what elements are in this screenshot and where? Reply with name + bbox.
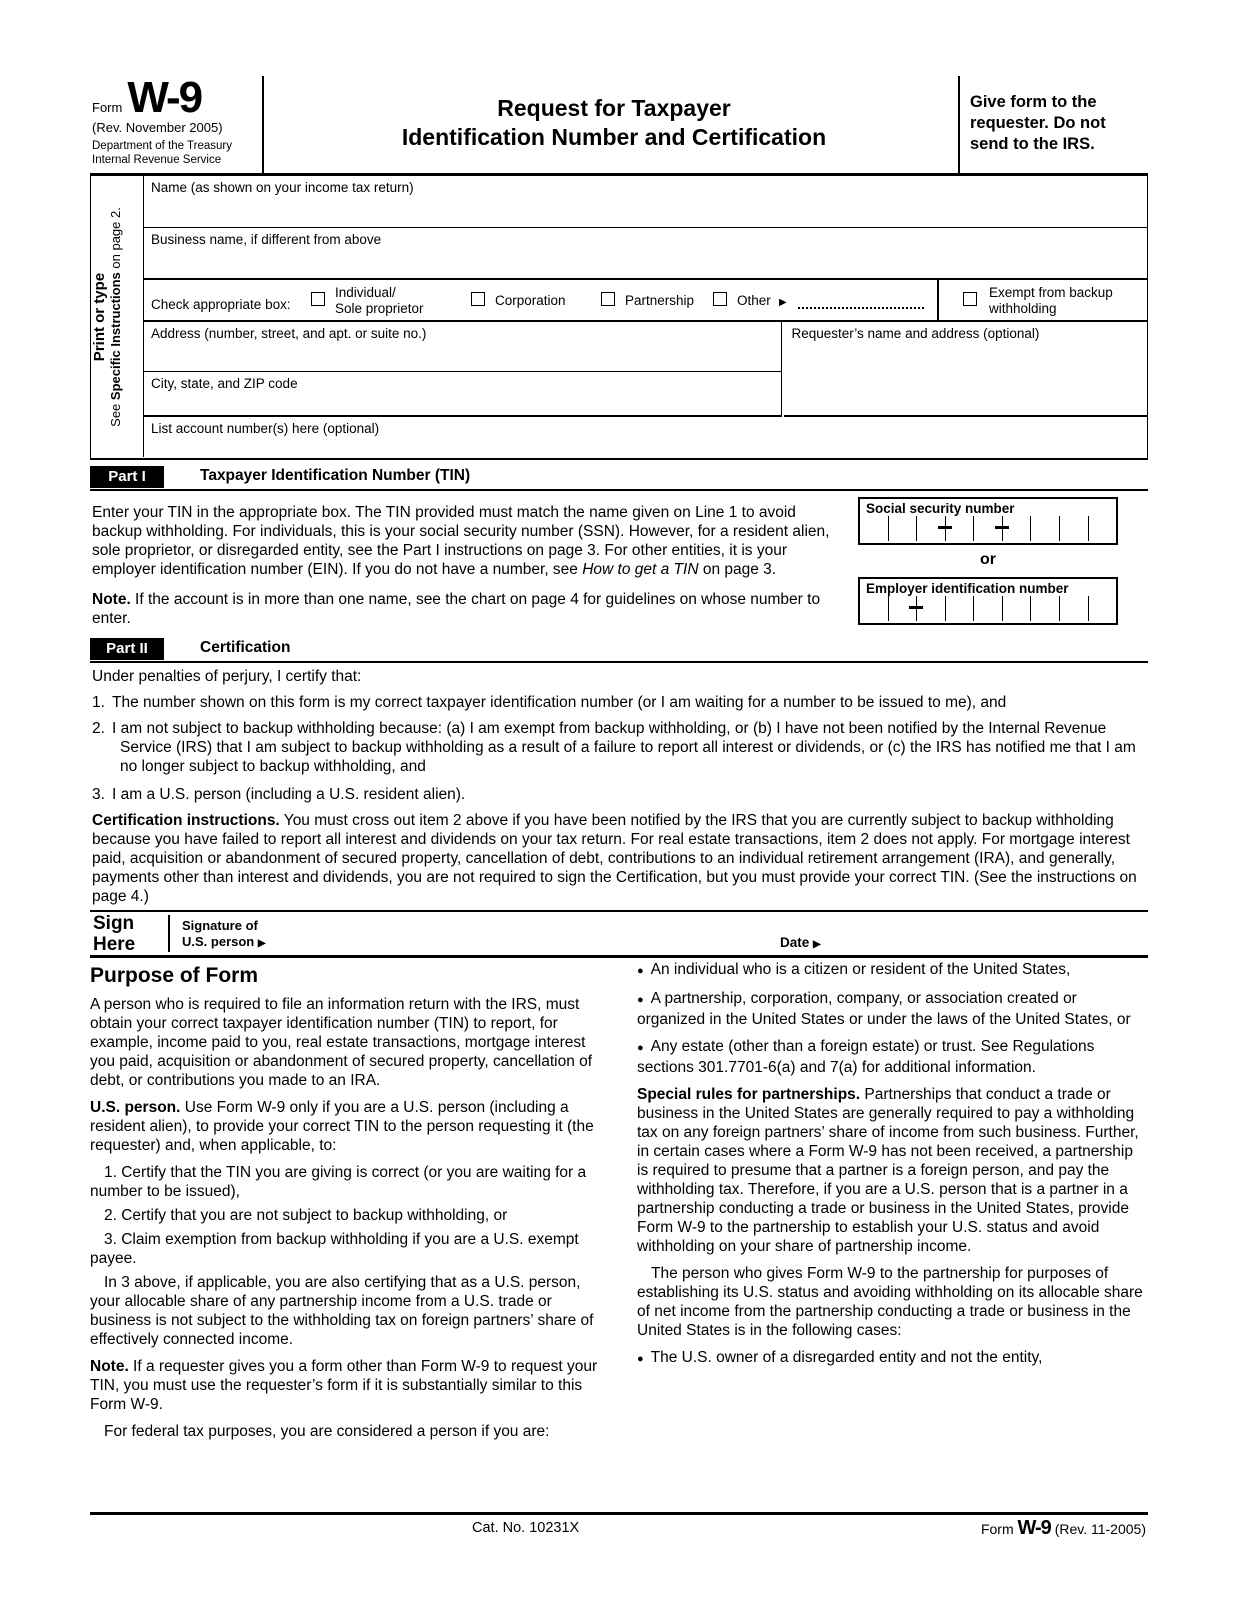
arrow-right-icon: ▶ <box>257 938 266 949</box>
bullet-item-3: ● Any estate (other than a foreign estate) or trust. See Regulations sections 301.7701-6(a) and 7(a) for additional information. <box>637 1038 1095 1076</box>
part1-label: Part I <box>90 466 164 488</box>
ein-input-cells[interactable] <box>860 596 1116 621</box>
other-checkbox-label: Other <box>737 293 771 308</box>
sign-here-label: Sign Here <box>93 913 136 955</box>
corporation-checkbox[interactable] <box>471 292 485 306</box>
print-or-type-label: Print or type <box>91 272 108 362</box>
bullet-item-1: ● An individual who is a citizen or resident of the United States, <box>637 961 1071 978</box>
signature-label: Signature of U.S. person ▶ <box>182 918 266 949</box>
give-form-notice: Give form to the requester. Do not send to the IRS. <box>970 93 1106 153</box>
form-title: Request for Taxpayer Identification Number and Certification <box>401 95 827 150</box>
certification-item-2: 2. I am not subject to backup withholding because: (a) I am exempt from backup withholding, or (b) I have not been notified by the Internal Revenue Service (IRS) that I am subject to backup withholding as a result of a failure to report all interest or dividends, or (c) the IRS has notified me that I am no longer subject to backup withholding, and <box>92 720 1136 775</box>
certification-item-3: 3. I am a U.S. person (including a U.S. resident alien). <box>92 786 466 803</box>
ssn-input-cells[interactable] <box>860 516 1116 541</box>
bullet-icon: ● <box>637 994 644 1006</box>
account-numbers-field[interactable] <box>143 417 1147 457</box>
arrow-right-icon: ▶ <box>813 939 821 950</box>
us-person-paragraph: U.S. person. Use Form W-9 only if you are a U.S. person (including a resident alien), to provide your correct TIN to the person requesting it (the requester) and, when applicable, to: <box>90 1099 594 1154</box>
bullet-item-2: ● A partnership, corporation, company, or association created or organized in the United States or under the laws of the United States, or <box>637 990 1131 1028</box>
purpose-paragraph-1: A person who is required to file an information return with the IRS, must obtain your correct taxpayer identification number (TIN) to report, for example, income paid to you, real estate transactions, mortgage interest you paid, acquisition or abandonment of secured property, cancellation of debt, or contributions you made to an IRA. <box>90 996 593 1089</box>
form-revision: (Rev. November 2005) <box>92 120 223 135</box>
partnership-checkbox[interactable] <box>601 292 615 306</box>
form-header <box>90 73 1148 173</box>
tin-instructions-paragraph: Enter your TIN in the appropriate box. The TIN provided must match the name given on Line 1 to avoid backup withholding. For individuals, this is your social security number (SSN). However, for a resident alien, sole proprietor, or disregarded entity, see the Part I instructions on page 3. For other entities, it is your employer identification number (EIN). If you do not have a number, see How to get a TIN on page 3. <box>92 504 830 578</box>
purpose-heading: Purpose of Form <box>90 964 259 987</box>
header-divider-right <box>958 76 960 173</box>
ein-box <box>858 577 1118 625</box>
in-3-above-paragraph: In 3 above, if applicable, you are also certifying that as a U.S. person, your allocable share of any partnership income from a U.S. trade or business is not subject to the withholding tax on foreign partners’ share of effectively connected income. <box>90 1274 594 1348</box>
form-number: W-9 <box>127 73 202 122</box>
individual-checkbox[interactable] <box>311 292 325 306</box>
exempt-checkbox-label: Exempt from backup withholding <box>989 285 1113 316</box>
other-checkbox[interactable] <box>713 292 727 306</box>
address-field-label: Address (number, street, and apt. or suite no.) <box>151 326 427 341</box>
purpose-list-item-1: 1. Certify that the TIN you are giving is correct (or you are waiting for a number to be issued), <box>90 1164 587 1200</box>
ssn-box <box>858 497 1118 545</box>
account-field-label: List account number(s) here (optional) <box>151 421 380 436</box>
date-input-area[interactable] <box>835 922 1135 952</box>
city-state-zip-field[interactable] <box>143 372 782 417</box>
individual-checkbox-label: Individual/ Sole proprietor <box>335 285 424 316</box>
gives-form-paragraph: The person who gives Form W-9 to the partnership for purposes of establishing its U.S. status and avoiding withholding on its allocable share of net income from the partnership conducting a trade or business in the United States is in the following cases: <box>637 1265 1143 1339</box>
sign-here-row <box>90 910 1148 958</box>
federal-tax-paragraph: For federal tax purposes, you are considered a person if you are: <box>104 1423 550 1440</box>
bullet-item-4: ● The U.S. owner of a disregarded entity and not the entity, <box>637 1349 1043 1366</box>
certification-item-1: 1. The number shown on this form is my correct taxpayer identification number (or I am waiting for a number to be issued to me), and <box>92 694 1007 711</box>
special-rules-paragraph: Special rules for partnerships. Partnerships that conduct a trade or business in the United States are generally required to pay a withholding tax on any foreign partners’ share of income from such business. Further, in certain cases where a Form W-9 has not been received, a partnership is required to presume that a partner is a foreign person, and pay the withholding tax. Therefore, if you are a U.S. person that is a partner in a partnership conducting a trade or business in the United States, provide Form W-9 to the partnership to establish your U.S. status and avoid withholding on your share of partnership income. <box>637 1086 1139 1255</box>
date-label: Date ▶ <box>780 935 821 950</box>
check-appropriate-box-label: Check appropriate box: <box>151 297 291 312</box>
taxpayer-info-block <box>90 173 1148 460</box>
footer-rule <box>90 1512 1148 1515</box>
ein-label: Employer identification number <box>866 581 1069 596</box>
catalog-number: Cat. No. 10231X <box>472 1520 580 1536</box>
form-identity <box>92 73 260 167</box>
business-name-field[interactable] <box>143 228 1147 280</box>
requester-field[interactable] <box>784 322 1148 417</box>
arrow-right-icon: ▶ <box>779 297 787 308</box>
city-field-label: City, state, and ZIP code <box>151 376 298 391</box>
print-or-type-sidebar <box>91 176 144 457</box>
signature-input-area[interactable] <box>330 922 750 952</box>
service-line: Internal Revenue Service <box>92 153 222 166</box>
bullet-icon: ● <box>637 1353 644 1365</box>
header-divider-left <box>262 76 264 173</box>
tin-note-paragraph: Note. If the account is in more than one name, see the chart on page 4 for guidelines on whose number to enter. <box>92 591 821 627</box>
part2-title: Certification <box>200 639 291 656</box>
right-column <box>637 960 1148 1377</box>
address-field[interactable] <box>143 322 782 372</box>
requester-field-label: Requester’s name and address (optional) <box>791 326 1040 341</box>
footer-form-number: W-9 <box>1017 1517 1051 1539</box>
or-label: or <box>980 551 996 568</box>
business-name-field-label: Business name, if different from above <box>151 232 382 247</box>
part1-title: Taxpayer Identification Number (TIN) <box>200 467 471 484</box>
see-instructions-label: See Specific Instructions on page 2. <box>108 207 123 427</box>
part2-label: Part II <box>90 638 164 660</box>
certification-instructions: Certification instructions. You must cross out item 2 above if you have been notified by the IRS that you are currently subject to backup withholding because you have failed to report all interest and dividends on your tax return. For real estate transactions, item 2 does not apply. For mortgage interest paid, acquisition or abandonment of secured property, cancellation of debt, contributions to an individual retirement arrangement (IRA), and generally, payments other than interest and dividends, you are not required to sign the Certification, but you must provide your correct TIN. (See the instructions on page 4.) <box>92 812 1137 905</box>
bullet-icon: ● <box>637 965 644 977</box>
note-paragraph: Note. If a requester gives you a form other than Form W-9 to request your TIN, you must use the requester’s form if it is substantially similar to this Form W-9. <box>90 1358 598 1413</box>
sign-divider <box>168 915 170 952</box>
name-field-label: Name (as shown on your income tax return) <box>151 180 414 195</box>
ssn-label: Social security number <box>866 501 1015 516</box>
other-writein-line[interactable] <box>798 306 924 309</box>
corporation-checkbox-label: Corporation <box>495 293 566 308</box>
form-word: Form <box>92 100 123 115</box>
certification-intro: Under penalties of perjury, I certify that: <box>92 668 362 685</box>
partnership-checkbox-label: Partnership <box>625 293 695 308</box>
left-column <box>90 960 613 1449</box>
department-line: Department of the Treasury <box>92 140 232 152</box>
footer-form-id: Form W-9 (Rev. 11-2005) <box>980 1517 1146 1539</box>
exempt-backup-withholding-checkbox[interactable] <box>963 292 977 306</box>
entity-checkbox-row <box>143 280 1147 322</box>
bullet-icon: ● <box>637 1042 644 1054</box>
part2-bar <box>90 638 1148 663</box>
name-field[interactable] <box>143 176 1147 228</box>
purpose-list-item-3: 3. Claim exemption from backup withholding if you are a U.S. exempt payee. <box>90 1231 579 1267</box>
purpose-list-item-2: 2. Certify that you are not subject to backup withholding, or <box>104 1207 508 1224</box>
part1-bar <box>90 466 1148 491</box>
exempt-section-divider <box>937 280 939 322</box>
